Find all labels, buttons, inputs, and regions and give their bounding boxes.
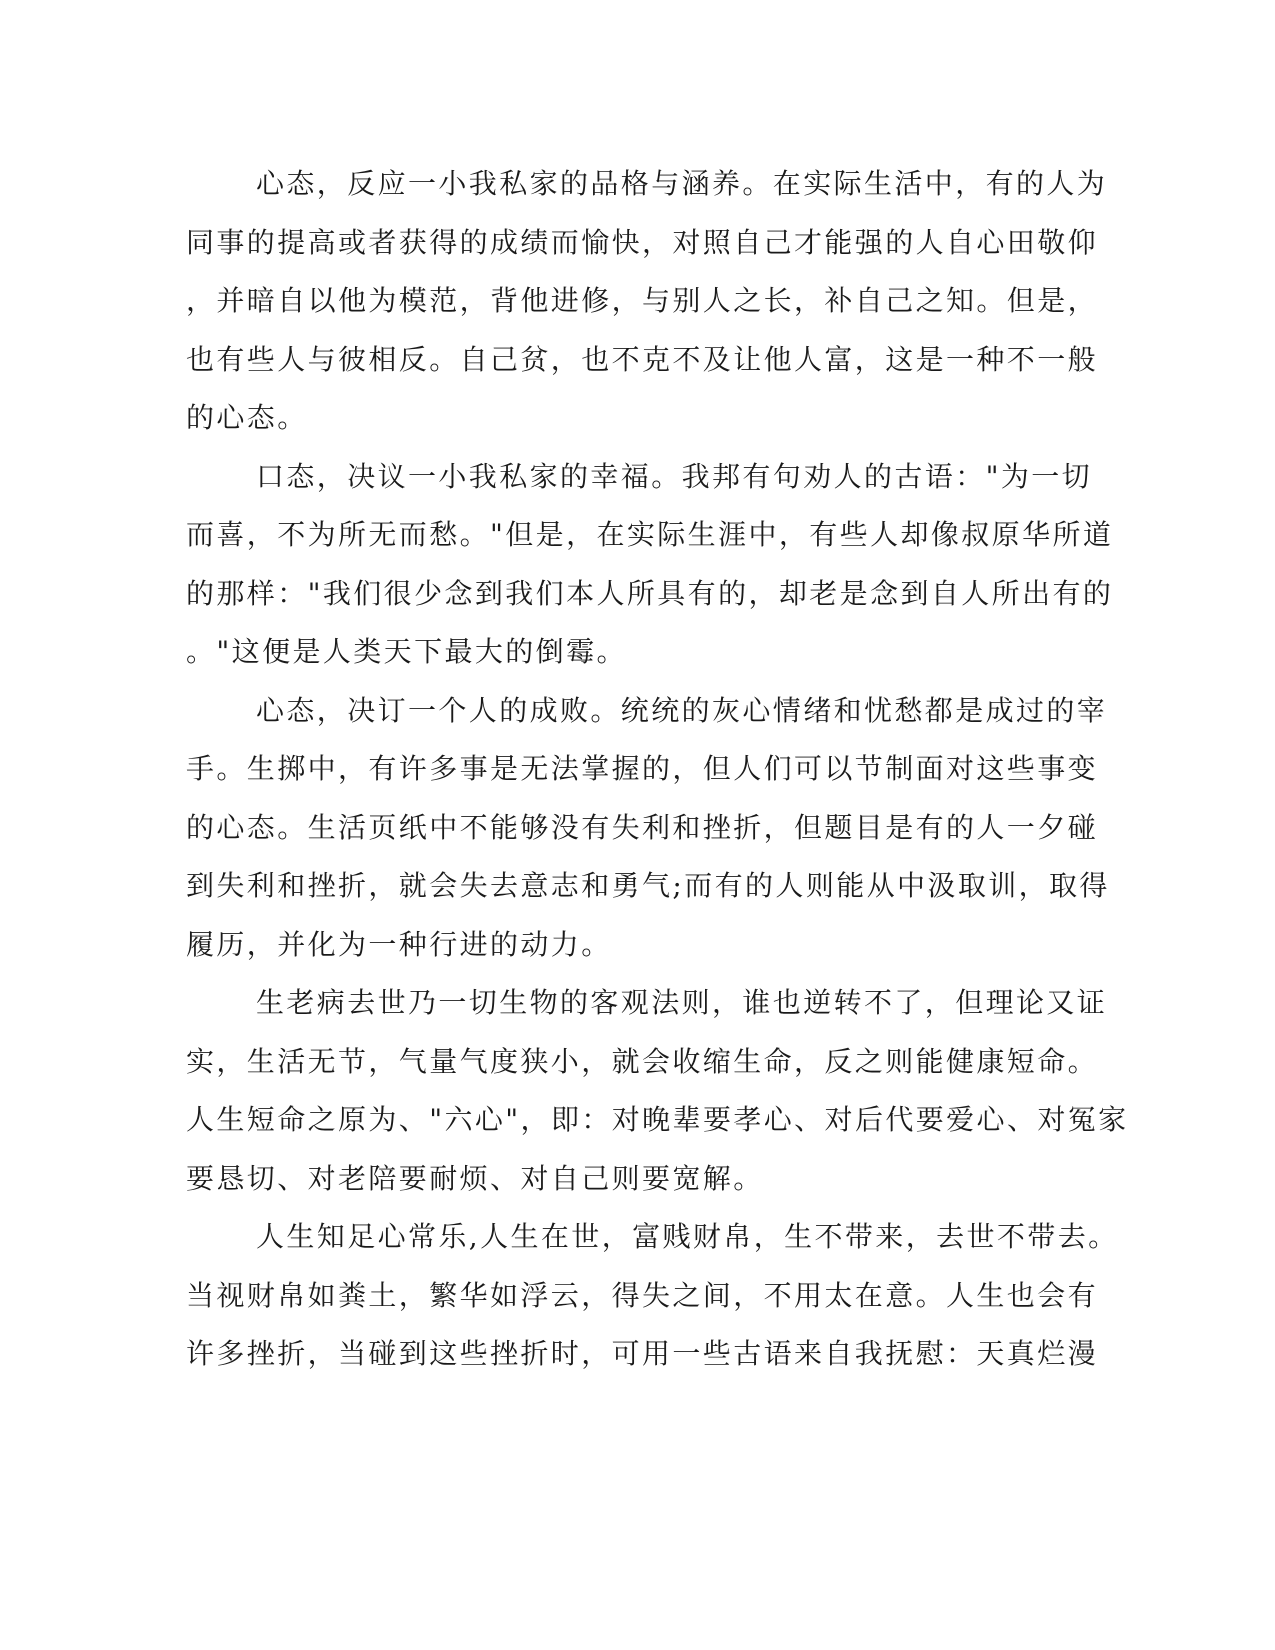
paragraph-line: ，并暗自以他为模范，背他进修，与别人之长，补自己之知。但是，	[186, 284, 1099, 317]
paragraph-line: 的心态。生活页纸中不能够没有失利和挫折，但题目是有的人一夕碰	[186, 810, 1099, 844]
paragraph-line: 心态，反应一小我私家的品格与涵养。在实际生活中，有的人为	[256, 167, 1108, 200]
paragraph-5	[186, 1208, 1119, 1384]
paragraph-line: 实，生活无节，气量气度狭小，就会收缩生命，反之则能健康短命。	[186, 1044, 1099, 1078]
paragraph-line: 也有些人与彼相反。自己贫，也不克不及让他人富，这是一种不一般	[186, 342, 1099, 376]
paragraph-line: 同事的提高或者获得的成绩而愉快，对照自己才能强的人自心田敬仰	[186, 225, 1099, 259]
paragraph-3	[186, 682, 1110, 975]
document-body	[186, 155, 1129, 1384]
paragraph-line: 的那样："我们很少念到我们本人所具有的，却老是念到自人所出有的	[186, 576, 1114, 610]
paragraph-line: 履历，并化为一种行进的动力。	[186, 927, 612, 961]
paragraph-line: 要恳切、对老陪要耐烦、对自己则要宽解。	[186, 1161, 764, 1195]
paragraph-line: 当视财帛如粪土，繁华如浮云，得失之间，不用太在意。人生也会有	[186, 1278, 1099, 1312]
paragraph-line: 许多挫折，当碰到这些挫折时，可用一些古语来自我抚慰：天真烂漫	[186, 1337, 1099, 1370]
paragraph-2	[186, 448, 1114, 682]
paragraph-line: 的心态。	[186, 401, 308, 434]
paragraph-line: 人生知足心常乐,人生在世，富贱财帛，生不带来，去世不带去。	[256, 1220, 1119, 1253]
paragraph-4	[186, 974, 1129, 1208]
paragraph-line: 。"这便是人类天下最大的倒霉。	[186, 635, 627, 668]
paragraph-line: 人生短命之原为、"六心"，即：对晚辈要孝心、对后代要爱心、对冤家	[186, 1103, 1129, 1136]
paragraph-1	[186, 155, 1108, 448]
paragraph-line: 手。生掷中，有许多事是无法掌握的，但人们可以节制面对这些事变	[186, 752, 1099, 785]
paragraph-line: 而喜，不为所无而愁。"但是，在实际生涯中，有些人却像叔原华所道	[186, 518, 1114, 551]
paragraph-line: 到失利和挫折，就会失去意志和勇气;而有的人则能从中汲取训，取得	[186, 869, 1110, 902]
paragraph-line: 心态，决订一个人的成败。统统的灰心情绪和忧愁都是成过的宰	[256, 693, 1108, 727]
paragraph-line: 口态，决议一小我私家的幸福。我邦有句劝人的古语："为一切	[256, 459, 1093, 493]
paragraph-line: 生老病去世乃一切生物的客观法则，谁也逆转不了，但理论又证	[256, 986, 1108, 1019]
